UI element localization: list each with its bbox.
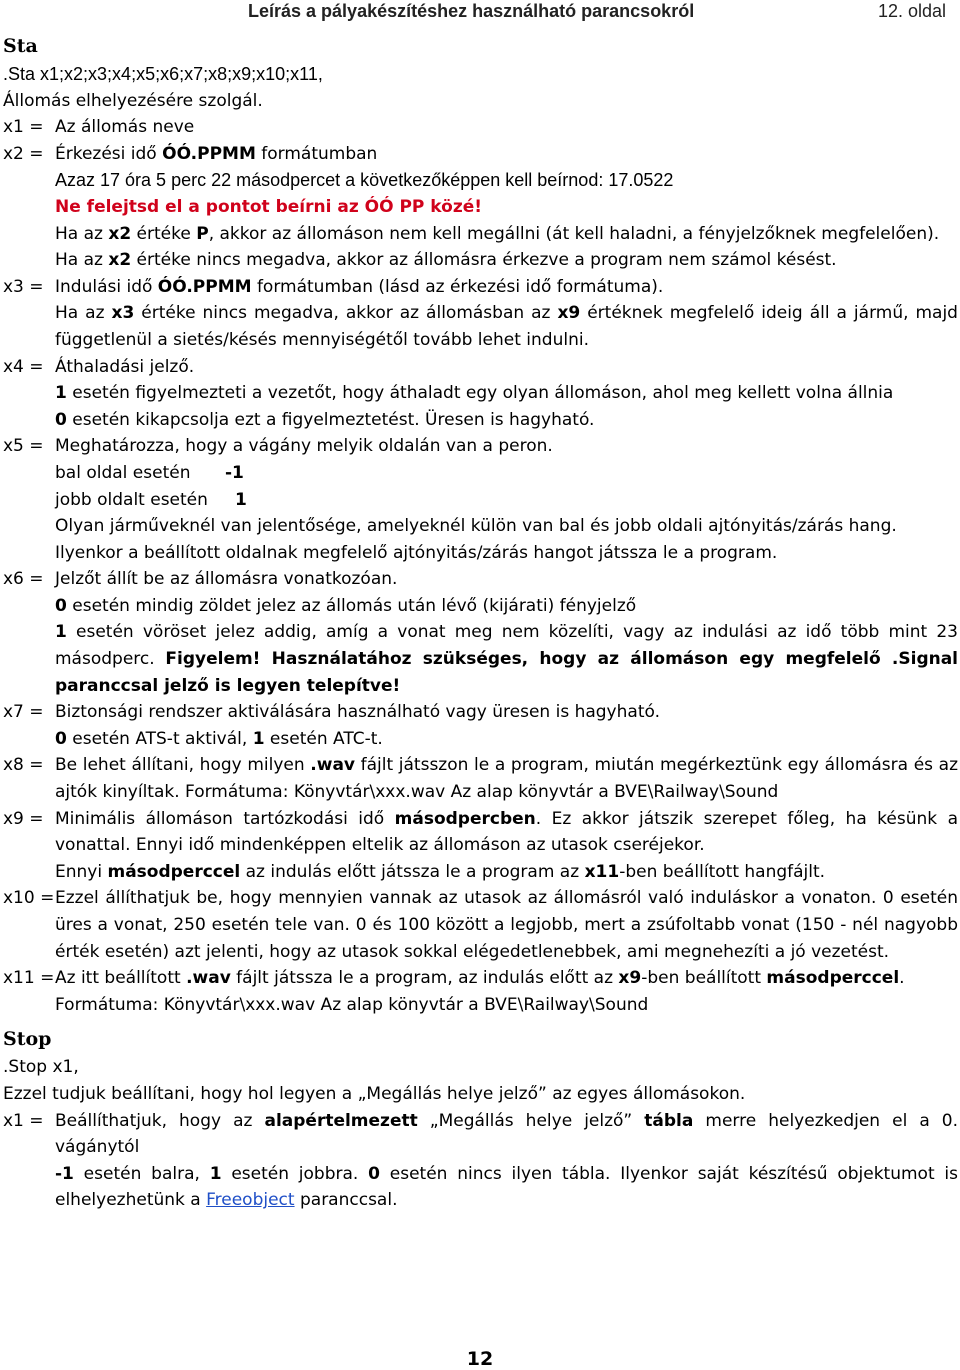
stop-syntax: .Stop x1, <box>3 1057 79 1078</box>
param-x2 <box>3 141 958 168</box>
x11-format: Formátuma: Könyvtár\xxx.wav Az alap könyvtár a BVE\Railway\Sound <box>55 994 649 1015</box>
param-text: Indulási idő ÓÓ.PPMM formátumban (lásd az érkezési idő formátuma). <box>55 276 664 297</box>
param-label: x11 = <box>3 968 55 989</box>
param-text: Az állomás neve <box>55 117 195 138</box>
param-text: Biztonsági rendszer aktiválására használható vagy üresen is hagyható. <box>55 702 660 723</box>
param-text: Minimális állomáson tartózkodási idő másodpercben. Ez akkor játszik szerepet főleg, ha késünk a vonattal. Ennyi idő mindenképpen eltelik az állomáson az utasok cseréjekor. <box>55 808 958 856</box>
document-body <box>3 31 958 1214</box>
x4-option-0: 0 esetén kikapcsolja ezt a figyelmeztetést. Üresen is hagyható. <box>55 409 595 430</box>
param-text: Érkezési idő ÓÓ.PPMM formátumban <box>55 143 378 164</box>
param-label: x9 = <box>3 808 44 829</box>
param-label: x6 = <box>3 569 44 590</box>
sta-purpose: Állomás elhelyezésére szolgál. <box>3 90 263 111</box>
param-text: Áthaladási jelző. <box>55 356 195 377</box>
param-label: x1 = <box>3 117 44 138</box>
x4-option-1: 1 esetén figyelmezteti a vezetőt, hogy áthaladt egy olyan állomáson, ahol meg kellett volna állnia <box>55 383 894 404</box>
param-x6 <box>3 566 958 593</box>
stop-param-x1 <box>3 1108 958 1161</box>
x5-left-option: bal oldal esetén -1 <box>55 462 244 483</box>
param-label: x3 = <box>3 276 44 297</box>
x7-options: 0 esetén ATS-t aktivál, 1 esetén ATC-t. <box>55 728 383 749</box>
param-x1 <box>3 114 958 141</box>
param-label: x10 = <box>3 888 55 909</box>
footer-page-number: 12 <box>466 1348 494 1370</box>
param-x10 <box>3 885 958 965</box>
param-x7 <box>3 699 958 726</box>
param-label: x4 = <box>3 356 44 377</box>
param-text: Beállíthatjuk, hogy az alapértelmezett „Megállás helye jelző” tábla merre helyezkedjen el a 0. vágánytól <box>55 1110 959 1158</box>
param-x8 <box>3 752 958 805</box>
sta-syntax: .Sta x1;x2;x3;x4;x5;x6;x7;x8;x9;x10;x11, <box>3 64 323 84</box>
x2-empty-note: Ha az x2 értéke nincs megadva, akkor az állomásra érkezve a program nem számol késést. <box>55 250 837 271</box>
param-label: x2 = <box>3 143 44 164</box>
stop-x1-options: -1 esetén balra, 1 esetén jobbra. 0 esetén nincs ilyen tábla. Ilyenkor saját készítésű objektumot is elhelyezhetünk a Freeobject paranccsal. <box>55 1163 958 1211</box>
section-title-sta: Sta <box>3 35 38 57</box>
x5-note-1: Olyan járművekné‍l van jelentősége, amelyeknél külön van bal és jobb oldali ajtónyitás/zárás hang. <box>55 516 897 537</box>
x9-note: Ennyi másodperccel az indulás előtt játssza le a program az x11-ben beállított hangfájlt. <box>55 861 826 882</box>
param-label: x7 = <box>3 702 44 723</box>
param-text: Az itt beállított .wav fájlt játssza le a program, az indulás előtt az x9-ben beállított másodperccel. <box>55 968 905 989</box>
x3-empty-note: Ha az x3 értéke nincs megadva, akkor az állomásban az x9 értéknek megfelelő ideig áll a jármű, majd függetlenül a sietés/késés mennyiségétől tovább lehet indulni. <box>55 303 958 350</box>
x2-warning: Ne felejtsd el a pontot beírni az ÓÓ PP közé! <box>55 196 482 217</box>
section-title-stop: Stop <box>3 1028 52 1051</box>
param-label: x5 = <box>3 436 44 457</box>
param-x4 <box>3 354 958 381</box>
x5-note-2: Ilyenkor a beállított oldalnak megfelelő ajtónyitás/zárás hangot játssza le a program. <box>55 542 778 563</box>
param-text: Meghatározza, hogy a vágány melyik oldalán van a peron. <box>55 436 553 457</box>
header-title: Leírás a pályakészítéshez használható parancsokról <box>248 1 695 21</box>
param-text: Ezzel állíthatjuk be, hogy mennyien vannak az utasok az állomásról való induláskor a vonaton. 0 esetén üres a vonat, 250 esetén tele van. 0 és 100 között a legjobb, mert a zsúfoltabb vonat (150 - nél nagyobb érték esetén) azt jelenti, hogy az utasok sokkal elégedetlenebbek, ami megnehezíti a jó vezetést. <box>55 888 958 962</box>
param-x11 <box>3 965 958 992</box>
param-label: x1 = <box>3 1110 44 1131</box>
x6-option-1: 1 esetén vöröset jelez addig, amíg a vonat meg nem közelíti, vagy az indulási az idő több mint 23 másodperc. Figyelem! Használatához szükséges, hogy az állomáson egy megfelelő .Signal paranccsal jelző is legyen telepítve! <box>55 622 959 696</box>
param-x5 <box>3 433 958 460</box>
param-x3 <box>3 274 958 301</box>
param-x9 <box>3 806 958 859</box>
param-text: Be lehet állítani, hogy milyen .wav fájlt játsszon le a program, miután megérkeztünk egy állomásra és az ajtók kinyíltak. Formátuma: Könyvtár\xxx.wav Az alap könyvtár a BVE\Railway\Sound <box>55 755 958 803</box>
freeobject-link[interactable]: Freeobject <box>206 1190 295 1211</box>
header-page-label: 12. oldal <box>877 1 946 21</box>
stop-purpose: Ezzel tudjuk beállítani, hogy hol legyen a „Megállás helye jelző” az egyes állomásokon. <box>3 1083 746 1104</box>
x5-right-option: jobb oldalt esetén 1 <box>55 489 247 510</box>
param-label: x8 = <box>3 755 44 776</box>
x6-option-0: 0 esetén mindig zöldet jelez az állomás után lévő (kijárati) fényjelző <box>55 595 637 616</box>
x2-pass-note: Ha az x2 értéke P, akkor az állomáson nem kell megállni (át kell haladni, a fényjelzőknek megfelelően). <box>55 223 940 244</box>
param-text: Jelzőt állít be az állomásra vonatkozóan. <box>55 569 398 590</box>
x2-example: Azaz 17 óra 5 perc 22 másodpercet a következőképpen kell beírnod: 17.0522 <box>55 170 674 191</box>
